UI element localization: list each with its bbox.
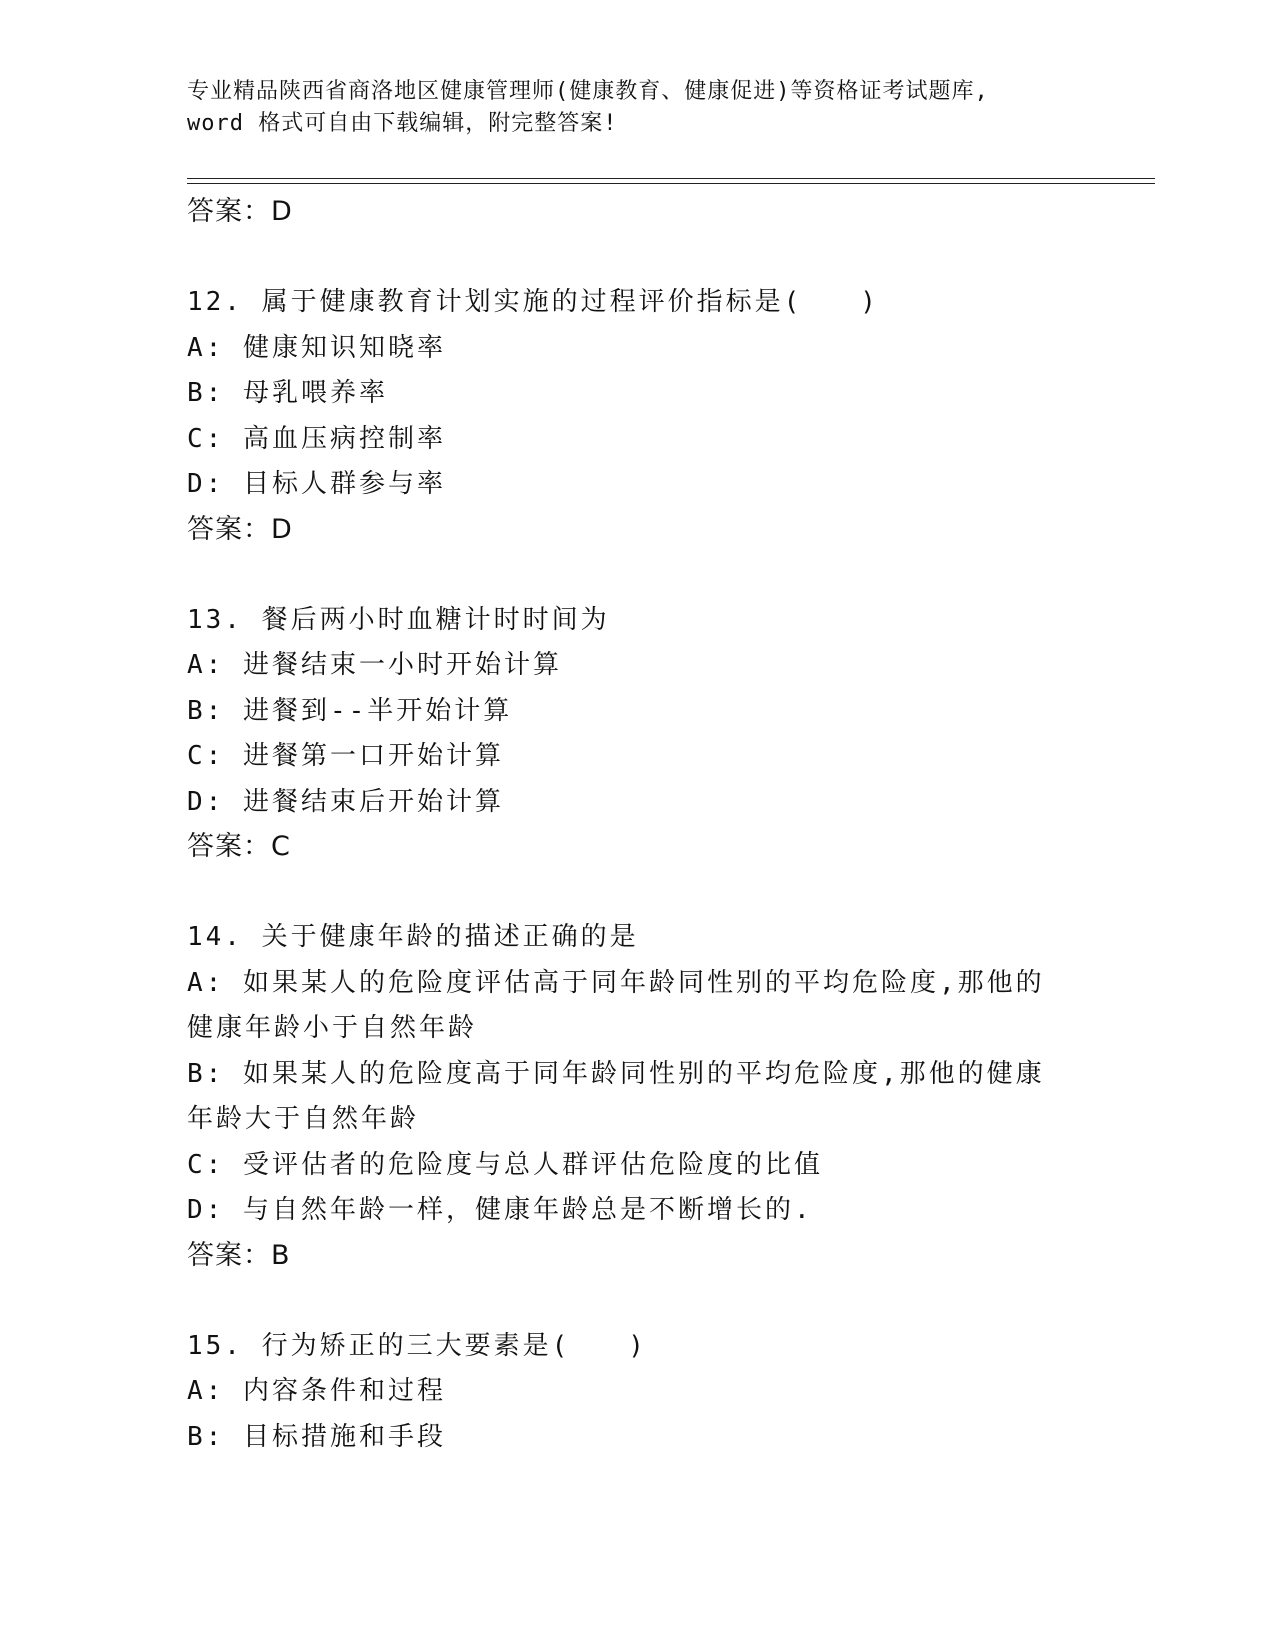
option-c: C: 高血压病控制率 bbox=[187, 423, 446, 454]
header-rule-bottom bbox=[187, 183, 1155, 184]
question-13 bbox=[187, 598, 1087, 870]
question-stem: 14. 关于健康年龄的描述正确的是 bbox=[187, 922, 639, 952]
header-rule-top bbox=[187, 178, 1155, 179]
option-b: B: 进餐到--半开始计算 bbox=[187, 695, 513, 726]
question-15 bbox=[187, 1324, 1087, 1461]
option-c: C: 受评估者的危险度与总人群评估危险度的比值 bbox=[187, 1149, 823, 1180]
previous-answer: 答案：D bbox=[187, 196, 293, 227]
question-list bbox=[187, 190, 1087, 1460]
option-b: B: 母乳喂养率 bbox=[187, 378, 388, 408]
option-a: A: 内容条件和过程 bbox=[187, 1376, 446, 1406]
option-a: A: 进餐结束一小时开始计算 bbox=[187, 650, 562, 680]
option-a: A: 如果某人的危险度评估高于同年龄同性别的平均危险度,那他的健康年龄小于自然年龄 bbox=[187, 967, 1045, 1043]
option-d: D: 进餐结束后开始计算 bbox=[187, 786, 504, 817]
page-header bbox=[187, 76, 1067, 140]
header-title-line-1: 专业精品陕西省商洛地区健康管理师(健康教育、健康促进)等资格证考试题库, bbox=[187, 79, 989, 104]
option-a: A: 健康知识知晓率 bbox=[187, 332, 446, 363]
question-stem: 15. 行为矫正的三大要素是( ) bbox=[187, 1330, 647, 1361]
question-answer: 答案：C bbox=[187, 831, 291, 862]
question-12 bbox=[187, 280, 1087, 552]
option-d: D: 目标人群参与率 bbox=[187, 469, 446, 499]
question-answer: 答案：D bbox=[187, 513, 293, 545]
option-d: D: 与自然年龄一样，健康年龄总是不断增长的. bbox=[187, 1195, 813, 1225]
question-stem: 12. 属于健康教育计划实施的过程评价指标是( ) bbox=[187, 287, 879, 317]
option-b: B: 如果某人的危险度高于同年龄同性别的平均危险度,那他的健康年龄大于自然年龄 bbox=[187, 1058, 1045, 1134]
option-c: C: 进餐第一口开始计算 bbox=[187, 741, 504, 771]
question-answer: 答案：B bbox=[187, 1239, 291, 1271]
header-title-line-2: word 格式可自由下载编辑，附完整答案! bbox=[187, 111, 618, 136]
question-stem: 13. 餐后两小时血糖计时时间为 bbox=[187, 604, 610, 635]
question-14 bbox=[187, 915, 1087, 1278]
option-b: B: 目标措施和手段 bbox=[187, 1421, 446, 1452]
